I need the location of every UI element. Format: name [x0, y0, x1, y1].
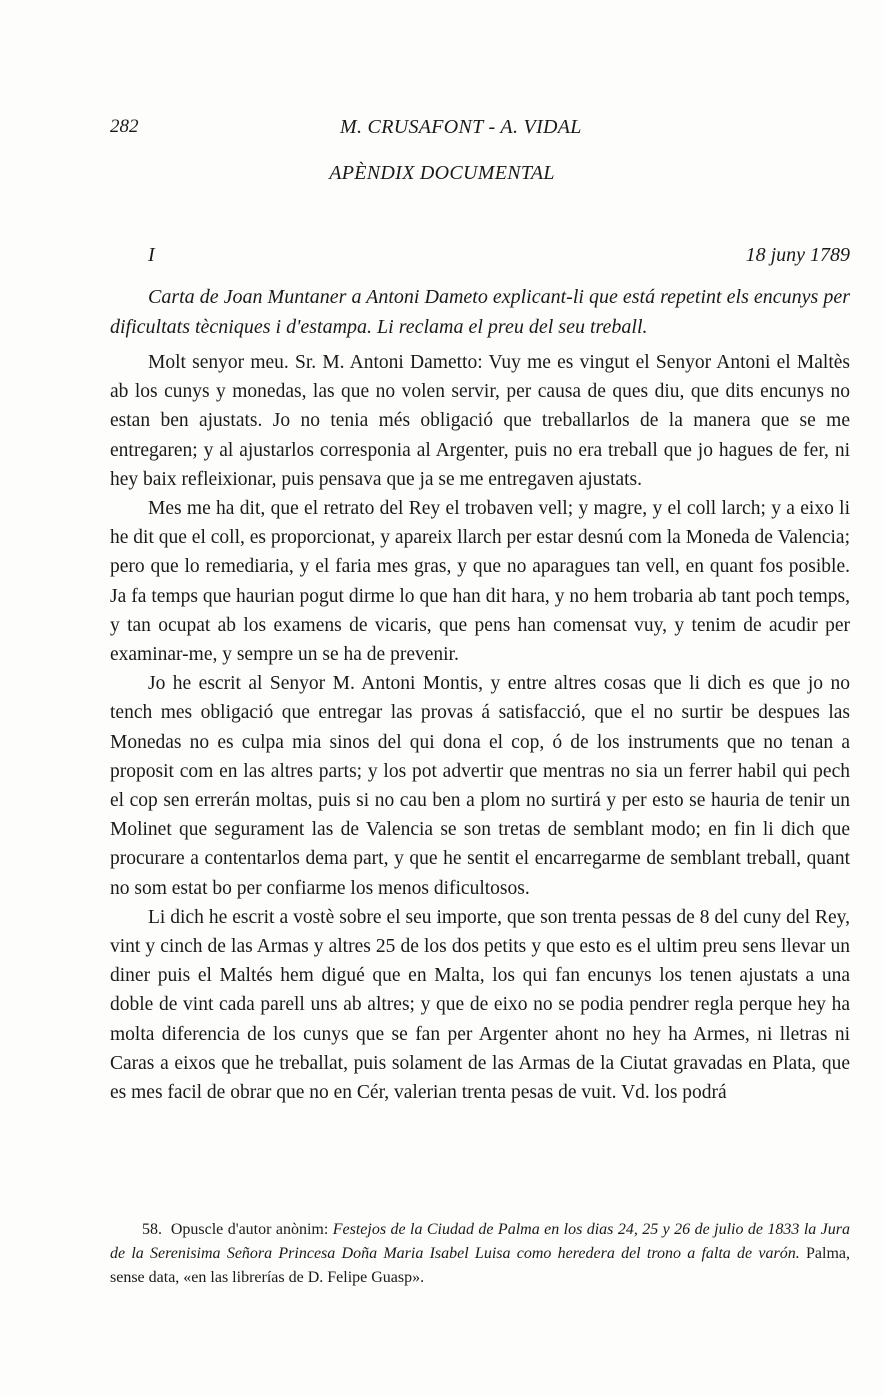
footnote-tail: Palma, sense data, «en las librerías de D. Felipe Guasp». — [110, 1245, 851, 1286]
page-number: 282 — [110, 116, 139, 137]
body-paragraph: Molt senyor meu. Sr. M. Antoni Dametto: Vuy me es vingut el Senyor Antoni el Maltès ab los cunys y monedas, las que no volen servir, per causa de ques diu, que dits encunys no estan ben ajustats. Jo no tenia més obligació que treballarlos de la manera que se me entregaren; y al ajustarlos corresponia al Argenter, puis no era treball que jo hagues de fer, ni hey baix refleixionar, puis pensava que ja se me entregaven ajustats. — [110, 352, 850, 490]
footnote-lead: Opuscle d'autor anònim: — [170, 1221, 329, 1238]
body-paragraph: Jo he escrit al Senyor M. Antoni Montis, y entre altres cosas que li dich es que jo no tench mes obligació que entregar las provas á satisfacció, que el no surtir be despues las Monedas no es culpa mia sinos del qui dona el cop, ó de los instruments que no tenan a proposit com en las altres parts; y los pot advertir que mentras no sia un ferrer habil qui pech el cop sen errerán moltas, puis si no cau ben a plom no surtirá y per esto se hauria de tenir un Molinet que segurament las de Valencia se son tretas de semblant modo; en fin li dich que procurare a contentarlos dema part, y que he sentit el encarregarme de semblant treball, quant no som estat bo per confiarme los menos dificultosos. — [110, 673, 850, 899]
document-summary: Carta de Joan Muntaner a Antoni Dameto explicant-li que está repetint els encunys per dificultats tècniques i d'estampa. Li reclama el preu del seu treball. — [110, 286, 850, 338]
footnote-title: Festejos de la Ciudad de Palma en los dias 24, 25 y 26 de julio de 1833 la Jura de la Serenisima Señora Princesa Doña Maria Isabel Luisa como heredera del trono a falta de varón. — [110, 1221, 851, 1262]
section-title: APÈNDIX DOCUMENTAL — [329, 162, 555, 184]
running-head: M. CRUSAFONT - A. VIDAL — [340, 116, 582, 138]
document-body — [110, 348, 850, 1107]
body-paragraph: Mes me ha dit, que el retrato del Rey el trobaven vell; y magre, y el coll larch; y a eixo li he dit que el coll, es proporcionat, y apareix llarch per estar desnú com la Moneda de Valencia; pero que lo remediaria, y el faria mes gras, y que no aparagues tan vell, en quant fos posible. Ja fa temps que haurian pogut dirme lo que han dit hara, y no hem trobaria ab tant poch temps, y tan ocupat ab los examens de vicaris, que pens han comensat vuy, y tenim de acudir per examinar-me, y sempre un se ha de prevenir. — [110, 498, 850, 666]
body-paragraph: Li dich he escrit a vostè sobre el seu importe, que son trenta pessas de 8 del cuny del Rey, vint y cinch de las Armas y altres 25 de los dos petits y que esto es el ultim preu sens llevar un diner puis el Maltés hem digué que en Malta, los qui fan encunys los tenen ajustats a una doble de vint cada parell uns ab altres; y que de eixo no se podia pendrer regla perque hey ha molta diferencia de los cunys que se fan per Argenter ahont no hey ha Armes, ni lletras ni Caras a eixos que he treballat, puis solament de las Armas de la Ciutat gravadas en Plata, que es mes facil de obrar que no en Cér, valerian trenta pesas de vuit. Vd. los podrá — [110, 906, 850, 1104]
document-heading — [110, 244, 850, 270]
footnote-number: 58. — [142, 1221, 162, 1238]
document-number: I — [148, 244, 155, 266]
footnote — [110, 1218, 850, 1290]
page-header — [110, 116, 850, 144]
document-date: 18 juny 1789 — [745, 244, 850, 266]
